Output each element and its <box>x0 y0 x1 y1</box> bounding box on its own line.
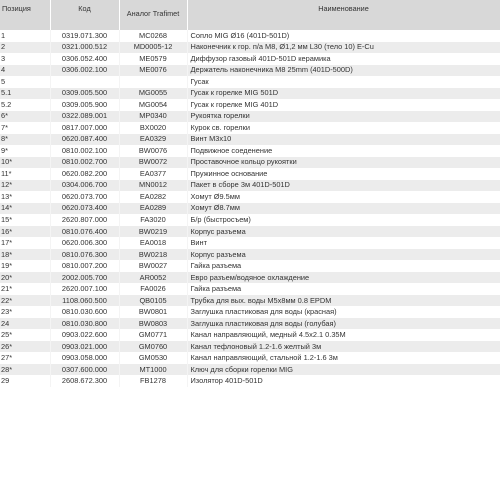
cell-code: 0903.058.000 <box>50 352 119 364</box>
cell-analog: ME0076 <box>119 65 187 77</box>
cell-position: 25* <box>0 329 50 341</box>
cell-code: 2620.807.000 <box>50 214 119 226</box>
cell-name: Ключ для сборки горелки MIG <box>187 364 500 376</box>
cell-code: 0620.073.700 <box>50 191 119 203</box>
cell-name: Сопло MIG Ø16 (401D-501D) <box>187 30 500 42</box>
cell-code: 0620.006.300 <box>50 237 119 249</box>
table-row <box>0 306 500 318</box>
cell-analog <box>119 76 187 88</box>
cell-name: Гусак к горелке MIG 401D <box>187 99 500 111</box>
cell-code <box>50 76 119 88</box>
cell-name: Гайка разъема <box>187 283 500 295</box>
cell-analog: FA0026 <box>119 283 187 295</box>
table-row <box>0 88 500 100</box>
cell-position: 5.2 <box>0 99 50 111</box>
table-row <box>0 375 500 387</box>
cell-name: Трубка для вых. воды M5x8мм 0.8 EPDM <box>187 295 500 307</box>
cell-name: Винт M3x10 <box>187 134 500 146</box>
cell-analog: MT1000 <box>119 364 187 376</box>
cell-name: Гусак к горелке MIG 501D <box>187 88 500 100</box>
table-row <box>0 329 500 341</box>
table-row <box>0 145 500 157</box>
cell-name: Хомут Ø8.7мм <box>187 203 500 215</box>
table-row <box>0 111 500 123</box>
cell-position: 1 <box>0 30 50 42</box>
cell-name: Наконечник к гор. п/а M8, Ø1,2 мм L30 (тело 10) E-Cu <box>187 42 500 54</box>
cell-name: Подвижное соеденение <box>187 145 500 157</box>
cell-position: 2 <box>0 42 50 54</box>
table-row <box>0 180 500 192</box>
cell-analog: AR0052 <box>119 272 187 284</box>
cell-analog: BW0076 <box>119 145 187 157</box>
cell-analog: EA0329 <box>119 134 187 146</box>
cell-position: 22* <box>0 295 50 307</box>
cell-position: 8* <box>0 134 50 146</box>
cell-code: 0307.600.000 <box>50 364 119 376</box>
header-row <box>0 0 500 30</box>
cell-position: 20* <box>0 272 50 284</box>
cell-code: 1108.060.500 <box>50 295 119 307</box>
cell-analog: BW0072 <box>119 157 187 169</box>
cell-code: 0810.002.700 <box>50 157 119 169</box>
cell-analog: GM0771 <box>119 329 187 341</box>
cell-code: 0810.030.800 <box>50 318 119 330</box>
cell-analog: EA0018 <box>119 237 187 249</box>
cell-analog: GM0760 <box>119 341 187 353</box>
cell-code: 0810.002.100 <box>50 145 119 157</box>
cell-code: 0817.007.000 <box>50 122 119 134</box>
cell-code: 2002.005.700 <box>50 272 119 284</box>
cell-position: 4 <box>0 65 50 77</box>
table-row <box>0 352 500 364</box>
cell-analog: QB0105 <box>119 295 187 307</box>
table-row <box>0 76 500 88</box>
table-row <box>0 53 500 65</box>
cell-position: 6* <box>0 111 50 123</box>
cell-position: 5.1 <box>0 88 50 100</box>
cell-analog: BX0020 <box>119 122 187 134</box>
cell-analog: MG0054 <box>119 99 187 111</box>
table-row <box>0 318 500 330</box>
table-body <box>0 30 500 387</box>
cell-position: 9* <box>0 145 50 157</box>
header-position: Позиция <box>0 0 50 30</box>
table-row <box>0 295 500 307</box>
cell-code: 0321.000.512 <box>50 42 119 54</box>
cell-position: 12* <box>0 180 50 192</box>
cell-code: 0319.071.300 <box>50 30 119 42</box>
cell-position: 23* <box>0 306 50 318</box>
cell-code: 0306.002.100 <box>50 65 119 77</box>
cell-name: Изолятор 401D-501D <box>187 375 500 387</box>
table-row <box>0 30 500 42</box>
cell-name: Диффузор газовый 401D-501D керамика <box>187 53 500 65</box>
cell-code: 0620.082.200 <box>50 168 119 180</box>
cell-analog: EA0289 <box>119 203 187 215</box>
table-header <box>0 0 500 30</box>
table-row <box>0 272 500 284</box>
cell-analog: BW0218 <box>119 249 187 261</box>
table-row <box>0 42 500 54</box>
cell-code: 0810.076.400 <box>50 226 119 238</box>
cell-analog: EA0282 <box>119 191 187 203</box>
cell-code: 0810.076.300 <box>50 249 119 261</box>
cell-name: Заглушка пластиковая для воды (красная) <box>187 306 500 318</box>
table-row <box>0 122 500 134</box>
table-row <box>0 157 500 169</box>
cell-name: Корпус разъема <box>187 226 500 238</box>
cell-name: Гусак <box>187 76 500 88</box>
cell-name: Канал направляющий, медный 4.5x2.1 0.35M <box>187 329 500 341</box>
cell-name: Заглушка пластиковая для воды (голубая) <box>187 318 500 330</box>
cell-name: Винт <box>187 237 500 249</box>
cell-code: 0306.052.400 <box>50 53 119 65</box>
cell-name: Держатель наконечника M8 25mm (401D-500D) <box>187 65 500 77</box>
cell-name: Б/р (быстросъем) <box>187 214 500 226</box>
table-row <box>0 260 500 272</box>
header-analog: Аналог Trafimet <box>119 0 187 30</box>
table-row <box>0 203 500 215</box>
table-row <box>0 214 500 226</box>
cell-analog: EA0377 <box>119 168 187 180</box>
cell-analog: BW0803 <box>119 318 187 330</box>
cell-name: Хомут Ø9.5мм <box>187 191 500 203</box>
table-row <box>0 249 500 261</box>
table-row <box>0 65 500 77</box>
table-row <box>0 134 500 146</box>
cell-analog: BW0027 <box>119 260 187 272</box>
table-row <box>0 237 500 249</box>
cell-position: 13* <box>0 191 50 203</box>
cell-name: Проставочное кольцо рукоятки <box>187 157 500 169</box>
cell-code: 0620.087.400 <box>50 134 119 146</box>
table-row <box>0 364 500 376</box>
cell-code: 0903.022.600 <box>50 329 119 341</box>
cell-analog: MP0340 <box>119 111 187 123</box>
cell-code: 0309.005.500 <box>50 88 119 100</box>
cell-name: Пружинное основание <box>187 168 500 180</box>
table-row <box>0 191 500 203</box>
cell-code: 0810.007.200 <box>50 260 119 272</box>
table-row <box>0 168 500 180</box>
cell-position: 26* <box>0 341 50 353</box>
cell-position: 16* <box>0 226 50 238</box>
cell-name: Рукоятка горелки <box>187 111 500 123</box>
cell-position: 10* <box>0 157 50 169</box>
cell-position: 28* <box>0 364 50 376</box>
cell-code: 0903.021.000 <box>50 341 119 353</box>
cell-position: 18* <box>0 249 50 261</box>
cell-position: 5 <box>0 76 50 88</box>
cell-code: 0322.089.001 <box>50 111 119 123</box>
cell-position: 14* <box>0 203 50 215</box>
cell-analog: FB1278 <box>119 375 187 387</box>
cell-analog: BW0801 <box>119 306 187 318</box>
cell-name: Канал направляющий, стальной 1.2-1.6 3м <box>187 352 500 364</box>
cell-position: 15* <box>0 214 50 226</box>
cell-name: Курок св. горелки <box>187 122 500 134</box>
cell-analog: MN0012 <box>119 180 187 192</box>
cell-name: Корпус разъема <box>187 249 500 261</box>
cell-name: Евро разъем/водяное охлаждение <box>187 272 500 284</box>
cell-position: 7* <box>0 122 50 134</box>
cell-analog: FA3020 <box>119 214 187 226</box>
cell-position: 3 <box>0 53 50 65</box>
cell-code: 0810.030.600 <box>50 306 119 318</box>
cell-code: 0309.005.900 <box>50 99 119 111</box>
header-code: Код <box>50 0 119 30</box>
cell-position: 29 <box>0 375 50 387</box>
cell-code: 0620.073.400 <box>50 203 119 215</box>
cell-code: 0304.006.700 <box>50 180 119 192</box>
cell-position: 21* <box>0 283 50 295</box>
cell-code: 2620.007.100 <box>50 283 119 295</box>
table-row <box>0 99 500 111</box>
table-row <box>0 341 500 353</box>
cell-name: Гайка разъема <box>187 260 500 272</box>
cell-name: Пакет в сборе 3м 401D-501D <box>187 180 500 192</box>
cell-position: 17* <box>0 237 50 249</box>
cell-position: 19* <box>0 260 50 272</box>
table-row <box>0 283 500 295</box>
cell-analog: GM0530 <box>119 352 187 364</box>
cell-analog: BW0219 <box>119 226 187 238</box>
header-name: Наименование <box>187 0 500 30</box>
cell-position: 27* <box>0 352 50 364</box>
table-row <box>0 226 500 238</box>
cell-analog: MC0268 <box>119 30 187 42</box>
cell-name: Канал тефлоновый 1.2-1.6 желтый 3м <box>187 341 500 353</box>
cell-analog: MG0055 <box>119 88 187 100</box>
cell-code: 2608.672.300 <box>50 375 119 387</box>
cell-position: 11* <box>0 168 50 180</box>
cell-position: 24 <box>0 318 50 330</box>
cell-analog: ME0579 <box>119 53 187 65</box>
cell-analog: MD0005-12 <box>119 42 187 54</box>
